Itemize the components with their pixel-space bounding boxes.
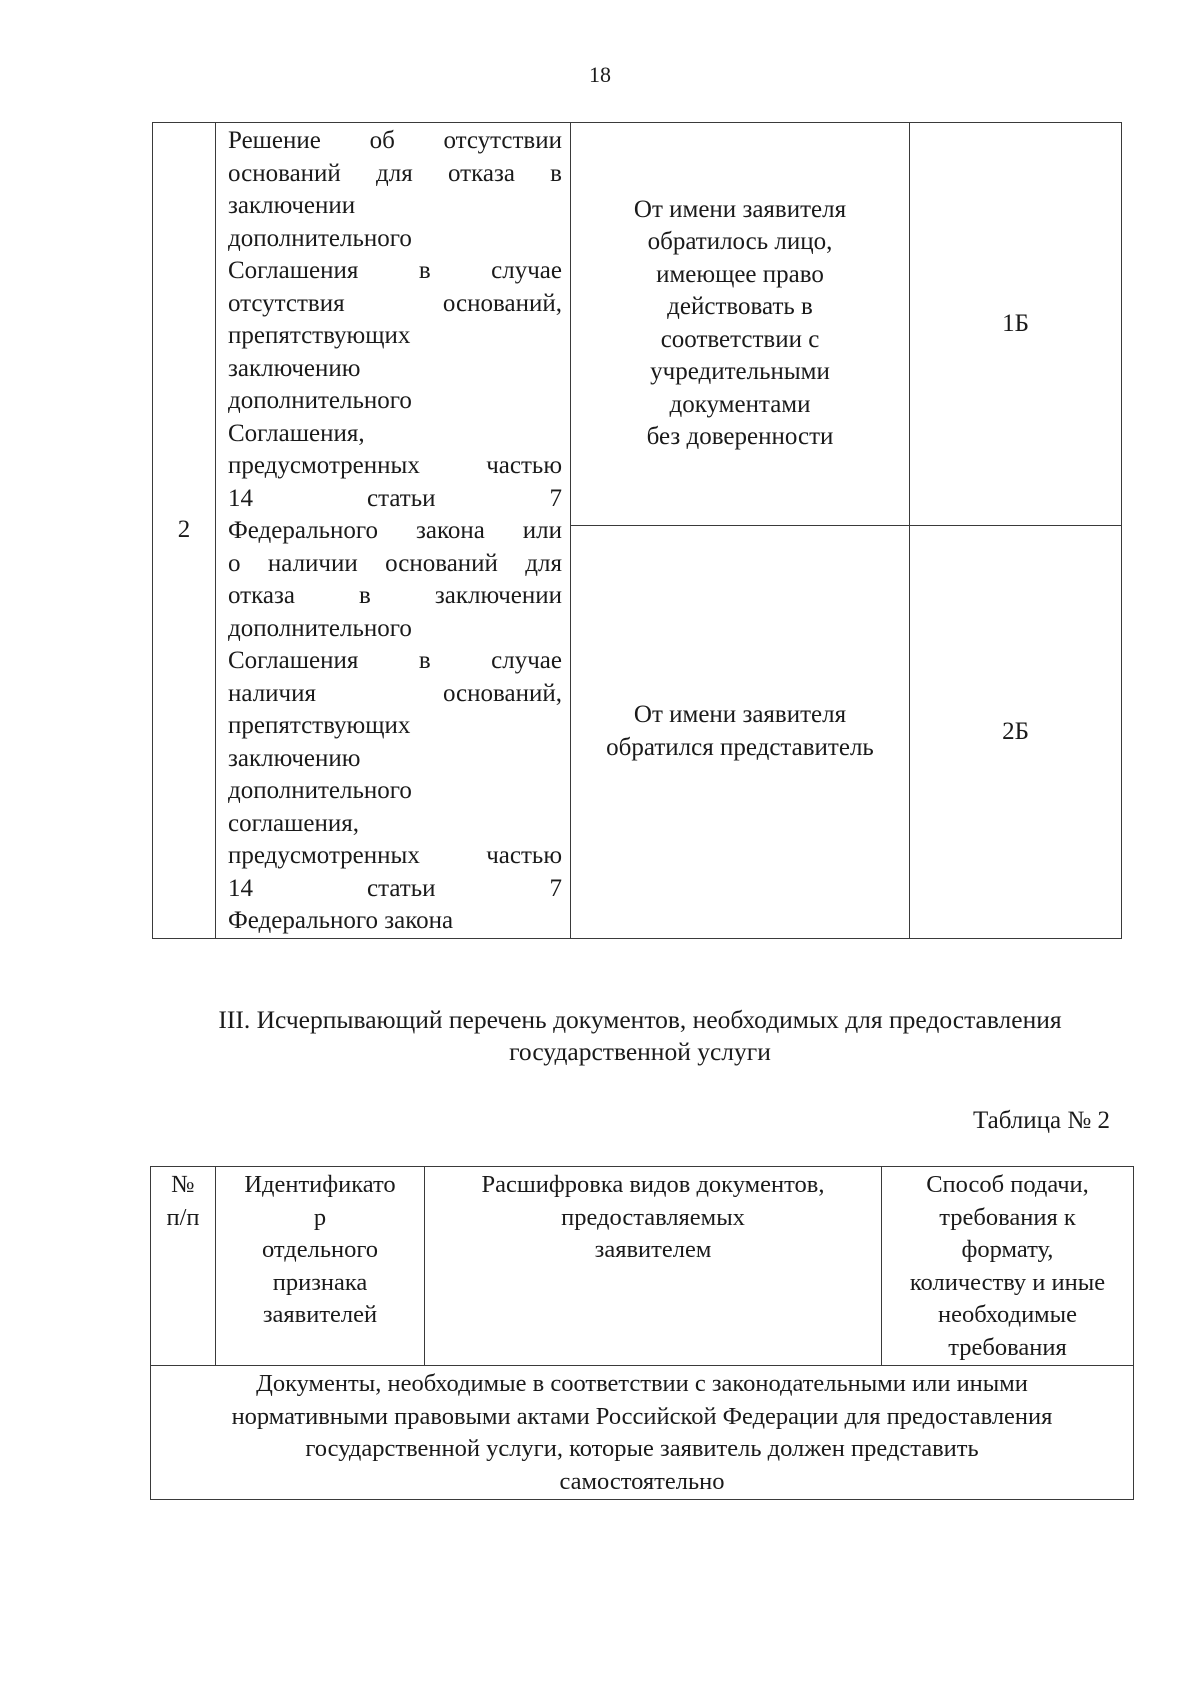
decision-description [216,123,571,939]
row-number: 2 [153,123,216,939]
header-line: Идентификато [244,1171,396,1198]
header-number [151,1167,216,1366]
header-line: Способ подачи, [926,1171,1089,1198]
section-heading-line: III. Исчерпывающий перечень документов, необходимых для предоставления [218,1005,1062,1034]
table-row [153,123,1122,526]
text-line: препятствующих [228,712,411,739]
header-line: заявителей [262,1301,378,1328]
text-line: препятствующих [228,322,411,349]
header-line: требования к [939,1203,1076,1231]
applicant-condition [571,526,910,938]
header-method [882,1167,1134,1366]
text-line: Федерального закона [228,907,454,934]
text-line: действовать в [667,293,813,321]
text-line: отказа в заключении [228,582,562,609]
text-line: обратился представитель [606,733,874,761]
text-line: соответствии с [660,325,820,353]
text-line: отсутствия оснований, [228,289,562,317]
header-description [425,1167,882,1366]
text-line: заключению [228,744,361,772]
variant-code: 1Б [910,123,1122,526]
header-line: заявителем [594,1236,712,1263]
header-line: р [313,1203,327,1231]
text-line: предусмотренных частью [228,842,562,869]
text-line: наличия оснований, [228,679,562,707]
text-line: имеющее право [656,260,824,288]
header-line: № [171,1171,195,1198]
variant-code: 2Б [910,526,1122,938]
text-line: 14 статьи 7 [228,874,562,902]
header-identifier [216,1167,425,1366]
documents-group-heading [151,1366,1134,1500]
text-line: соглашения, [228,809,360,837]
text-line: заключении [228,192,356,219]
text-line: дополнительного [228,387,412,414]
section-heading-line: государственной услуги [509,1037,771,1066]
text-line: От имени заявителя [633,701,847,729]
header-line: требования [948,1333,1067,1361]
documents-table [150,1166,1134,1500]
text-line: государственной услуги, которые заявитель должен представить [305,1435,979,1462]
text-line: самостоятельно [559,1467,725,1495]
header-line: признака [272,1268,368,1296]
page-number: 18 [589,62,611,87]
text-line: заключению [228,354,361,382]
text-line: От имени заявителя [633,195,847,223]
text-line: документами [669,390,811,418]
header-line: Расшифровка видов документов, [481,1171,825,1198]
text-line: Соглашения, [228,419,365,447]
text-line: нормативными правовыми актами Российской Федерации для предоставления [231,1402,1053,1430]
text-line: дополнительного [228,614,412,642]
text-line: дополнительного [228,777,412,804]
text-line: учредительными [650,358,830,386]
result-table [152,122,1122,939]
header-line: формату, [961,1236,1054,1263]
table-row [151,1366,1134,1500]
applicant-condition [571,123,910,526]
text-line: о наличии оснований для [228,549,562,577]
text-line: Соглашения в случае [228,647,562,674]
header-line: предоставляемых [561,1203,745,1231]
text-line: без доверенности [646,423,834,451]
header-line: п/п [166,1203,200,1231]
table-header-row [151,1167,1134,1366]
section-heading [150,1004,1130,1068]
text-line: оснований для отказа в [228,159,562,187]
header-line: необходимые [937,1301,1078,1328]
text-line: предусмотренных частью [228,452,562,479]
text-line: Соглашения в случае [228,257,562,284]
header-line: количеству и иные [909,1268,1106,1296]
table-label: Таблица № 2 [972,1107,1110,1134]
text-line: Федерального закона или [228,517,562,544]
text-line: обратилось лицо, [647,228,833,256]
text-line: дополнительного [228,224,412,252]
text-line: Решение об отсутствии [228,127,562,154]
text-line: 14 статьи 7 [228,484,562,512]
text-line: Документы, необходимые в соответствии с законодательными или иными [256,1370,1028,1397]
header-line: отдельного [261,1236,379,1263]
